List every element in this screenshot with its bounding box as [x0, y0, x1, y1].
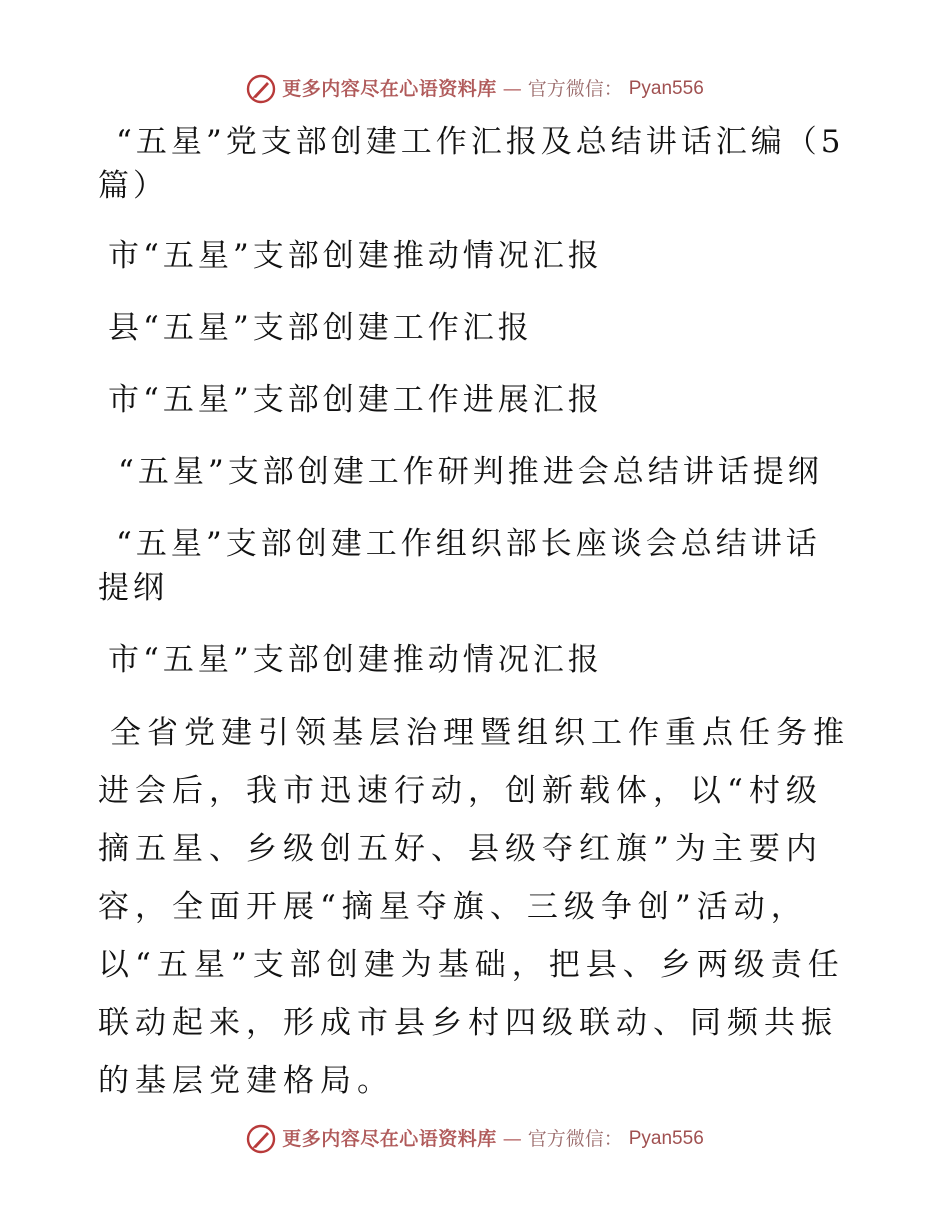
document-body [98, 120, 850, 1110]
quill-logo-icon [246, 74, 276, 104]
watermark-wechat-id: Pyan556 [628, 1128, 704, 1149]
document-title: “五星”党支部创建工作汇报及总结讲话汇编（5篇） [98, 124, 845, 204]
watermark-wechat-id: Pyan556 [628, 78, 704, 99]
toc-item: 市“五星”支部创建推动情况汇报 [108, 238, 603, 274]
watermark-text: 更多内容尽在心语资料库 [282, 1128, 497, 1150]
watermark-footer [0, 1124, 950, 1154]
watermark-label: 官方微信： [527, 78, 623, 100]
watermark-dash: — [502, 1128, 522, 1150]
section-heading: 市“五星”支部创建推动情况汇报 [108, 642, 603, 678]
body-paragraph: 全省党建引领基层治理暨组织工作重点任务推进会后，我市迅速行动，创新载体，以“村级摘五星、乡级创五好、县级夺红旗”为主要内容，全面开展“摘星夺旗、三级争创”活动，以“五星”支部创建为基础，把县、乡两级责任联动起来，形成市县乡村四级联动、同频共振的基层党建格局。 [98, 715, 850, 1099]
watermark-dash: — [502, 78, 522, 100]
watermark-header [0, 74, 950, 104]
toc-item: 市“五星”支部创建工作进展汇报 [108, 382, 603, 418]
watermark-text: 更多内容尽在心语资料库 [282, 78, 497, 100]
toc-item: “五星”支部创建工作组织部长座谈会总结讲话提纲 [98, 526, 821, 606]
quill-logo-icon [246, 1124, 276, 1154]
toc-item: “五星”支部创建工作研判推进会总结讲话提纲 [118, 454, 823, 490]
toc-item: 县“五星”支部创建工作汇报 [108, 310, 533, 346]
watermark-label: 官方微信： [527, 1128, 623, 1150]
